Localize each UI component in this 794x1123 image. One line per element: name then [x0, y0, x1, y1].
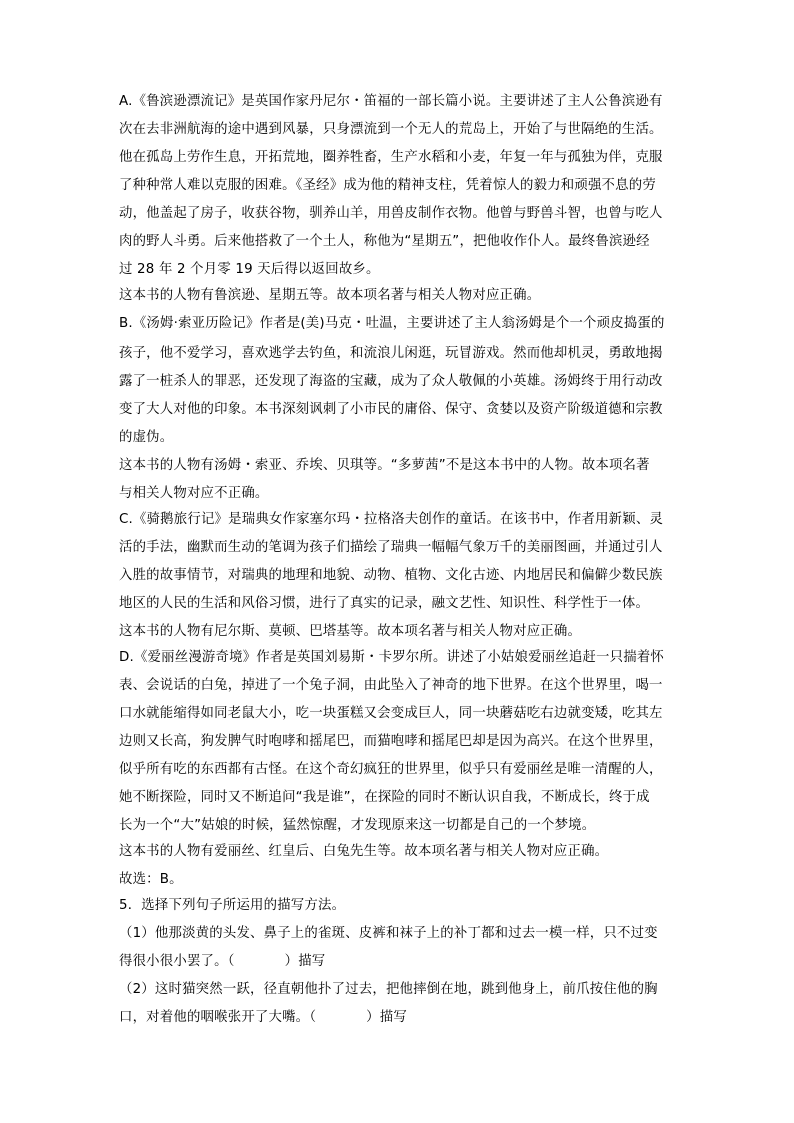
text-line: 入胜的故事情节，对瑞典的地理和地貌、动物、植物、文化古迹、内地居民和偏僻少数民族	[119, 568, 663, 583]
text-line: 地区的人民的生活和风俗习惯，进行了真实的记录，融文艺性、知识性、科学性于一体。	[119, 596, 650, 611]
text-line: 似乎所有吃的东西都有古怪。在这个奇幻疯狂的世界里，似乎只有爱丽丝是唯一清醒的人，	[119, 762, 663, 777]
text-line: 孩子，他不爱学习，喜欢逃学去钓鱼，和流浪儿闲逛，玩冒游戏。然而他却机灵，勇敢地揭	[119, 346, 663, 361]
text-line: （1）他那淡黄的头发、鼻子上的雀斑、皮裤和袜子上的补丁都和过去一模一样，只不过变	[119, 926, 658, 941]
text-line: 露了一桩杀人的罪恶，还发现了海盗的宝藏，成为了众人敬佩的小英雄。汤姆终于用行动改	[119, 374, 663, 389]
text-line: 肉的野人斗勇。后来他搭救了一个土人，称他为“星期五”，把他收作仆人。最终鲁滨逊经	[119, 234, 650, 249]
text-line: A.《鲁滨逊漂流记》是英国作家丹尼尔・笛福的一部长篇小说。主要讲述了主人公鲁滨逊有	[119, 94, 663, 109]
text-line: 长为一个“大”姑娘的时候，猛然惊醒，才发现原来这一切都是自己的一个梦境。	[119, 818, 596, 833]
text-line: 的虚伪。	[119, 430, 174, 445]
text-line: （2）这时猫突然一跃，径直朝他扑了过去，把他摔倒在地，跳到他身上，前爪按住他的胸	[119, 982, 658, 997]
text-line: 他在孤岛上劳作生息，开拓荒地，圈养牲畜，生产水稻和小麦，年复一年与孤独为伴，克服	[119, 150, 663, 165]
text-line: 了种种常人难以克服的困难。《圣经》成为他的精神支柱，凭着惊人的毅力和顽强不息的劳	[119, 178, 656, 193]
text-line: 动，他盖起了房子，收获谷物，驯养山羊，用兽皮制作衣物。他曾与野兽斗智，也曾与吃人	[119, 206, 663, 221]
text-line: 变了大人对他的印象。本书深刻讽刺了小市民的庸俗、保守、贪婪以及资产阶级道德和宗教	[119, 402, 663, 417]
text-line: 这本书的人物有爱丽丝、红皇后、白兔先生等。故本项名著与相关人物对应正确。	[119, 844, 609, 859]
question-item-2	[119, 1008, 675, 1028]
text-line: D.《爱丽丝漫游奇境》作者是英国刘易斯・卡罗尔所。讲述了小姑娘爱丽丝追赶一只揣着怀	[119, 650, 664, 665]
question-item-1	[119, 952, 675, 972]
question-text: 口，对着他的咽喉张开了大嘴。（	[119, 1010, 317, 1025]
text-line: C.《骑鹅旅行记》是瑞典女作家塞尔玛・拉格洛夫创作的童话。在该书中，作者用新颖、灵	[119, 512, 664, 527]
blank-suffix: ）描写	[284, 954, 326, 969]
text-line: 次在去非洲航海的途中遇到风暴，只身漂流到一个无人的荒岛上，开始了与世隔绝的生活。	[119, 122, 663, 137]
text-line: 与相关人物对应不正确。	[119, 486, 269, 501]
text-line: 她不断探险，同时又不断追问“我是谁”，在探险的同时不断认识自我，不断成长，终于成	[119, 790, 650, 805]
text-line: 边则又长高，狗发脾气时咆哮和摇尾巴，而猫咆哮和摇尾巴却是因为高兴。在这个世界里，	[119, 734, 663, 749]
text-line: 这本书的人物有汤姆・索亚、乔埃、贝琪等。“多萝茜”不是这本书中的人物。故本项名著	[119, 458, 650, 473]
question-title: 5．选择下列句子所运用的描写方法。	[119, 898, 346, 913]
question-text: 得很小很小罢了。（	[119, 954, 235, 969]
text-line: 这本书的人物有尼尔斯、莫顿、巴塔基等。故本项名著与相关人物对应正确。	[119, 624, 582, 639]
text-line: 这本书的人物有鲁滨逊、星期五等。故本项名著与相关人物对应正确。	[119, 288, 541, 303]
text-line: 故选：B。	[119, 872, 183, 887]
text-line: 表、会说话的白兔，掉进了一个兔子洞，由此坠入了神奇的地下世界。在这个世界里，喝一	[119, 678, 663, 693]
text-line: 口水就能缩得如同老鼠大小，吃一块蛋糕又会变成巨人，同一块蘑菇吃右边就变矮，吃其左	[119, 706, 663, 721]
text-line: 活的手法，幽默而生动的笔调为孩子们描绘了瑞典一幅幅气象万千的美丽图画，并通过引人	[119, 540, 663, 555]
text-line: 过 28 年 2 个月零 19 天后得以返回故乡。	[119, 262, 380, 277]
text-line: B.《汤姆·索亚历险记》作者是(美)马克・吐温，主要讲述了主人翁汤姆是个一个顽皮捣蛋的	[119, 316, 665, 331]
blank-suffix: ）描写	[366, 1010, 407, 1025]
